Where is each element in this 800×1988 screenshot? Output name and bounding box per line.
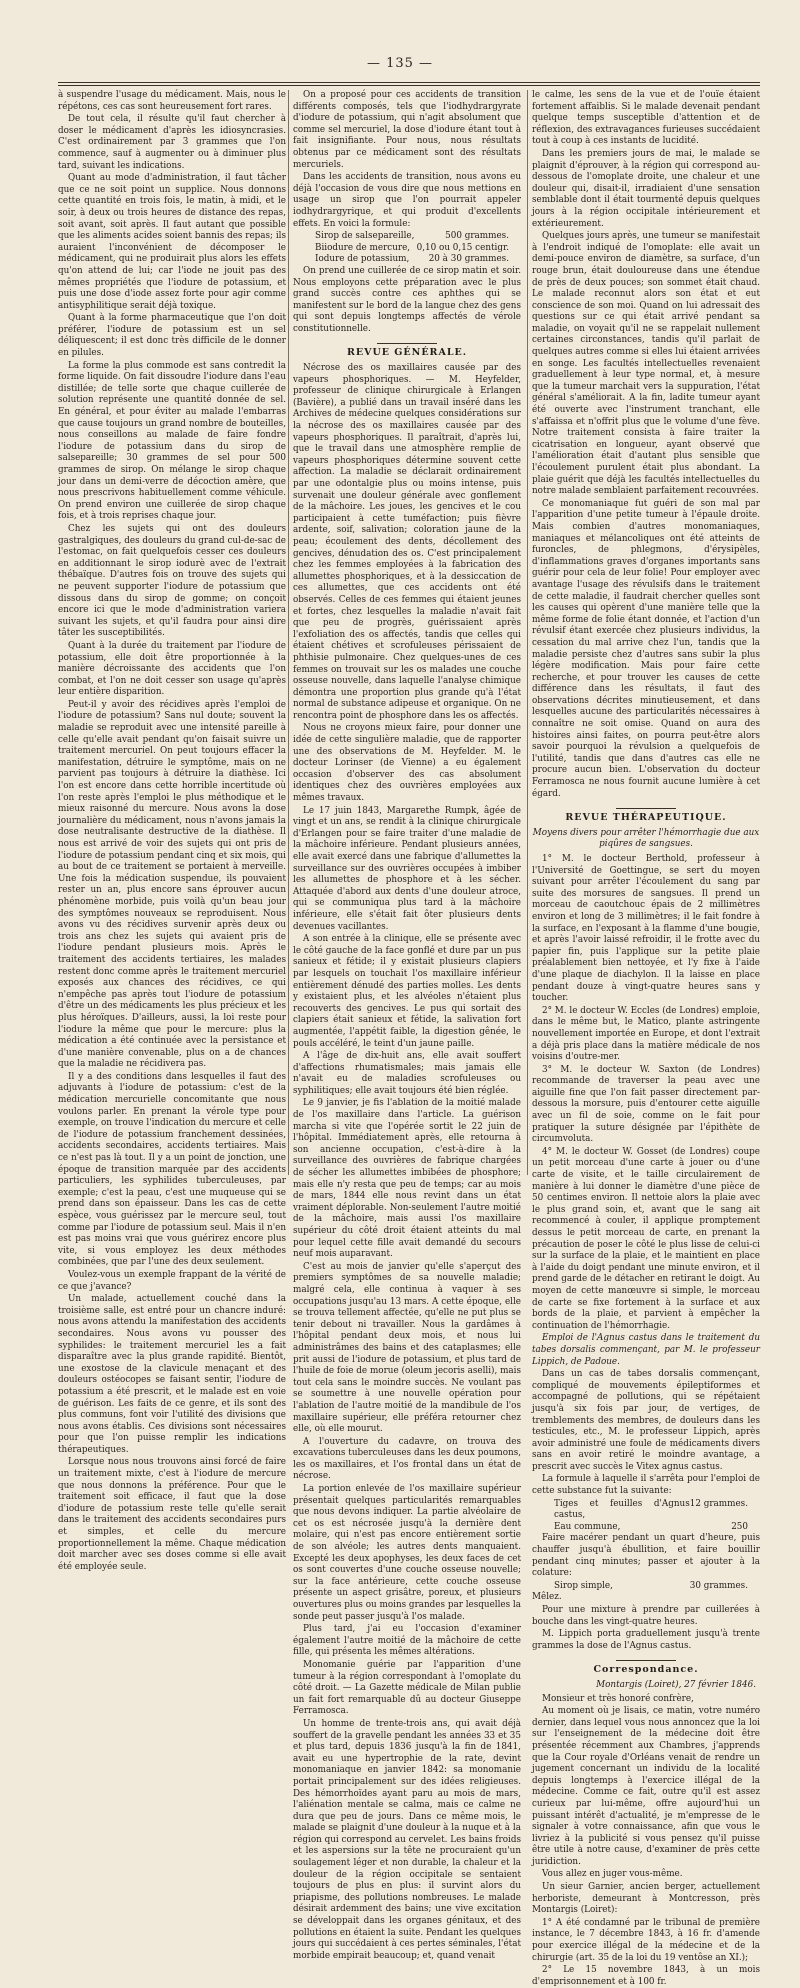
section-title-correspondance [532,1660,760,1676]
paragraph: 2° M. le docteur W. Eccles (de Londres) emploie, dans le même but, le Matico, plante astringente nouvellement importée en Europe, et dont l'extrait a déjà pris place dans la matière médicale de nos voisins d'outre-mer. [532,1005,760,1063]
paragraph: Quant au mode d'administration, il faut tâcher que ce ne soit point un supplice. Nous donnons cette quantité en trois fois, le matin, à midi, et le soir, à deux ou trois heures de distance des repas, soit avant, soit après. Il faut autant que possible que les aliments acides soient bannis des repas; ils auraient l'inconvénient de décomposer le médicament, qui ne produirait plus alors les effets qu'on attend de lui; car l'iode ne jouit pas des mêmes propriétés que l'iodure de potassium, et puis une dose d'iode assez forte pour agir comme antisyphilitique serait déjà toxique. [58,173,286,311]
recipe-ingredient: Biiodure de mercure, [315,242,411,253]
recipe-line [315,231,509,243]
recipe-amount: 500 grammes. [445,231,509,242]
paragraph: 3° M. le docteur W. Saxton (de Londres) recommande de traverser la peau avec une aiguille fine que l'on fait passer directement par-dessous la morsure, puis d'entourer cette aiguille avec un fil de soie, comme on le fait pour pratiquer la suture désignée par l'épithète de circumvoluta. [532,1064,760,1145]
recipe-line [554,1581,748,1593]
paragraph: Un sieur Garnier, ancien berger, actuellement herboriste, demeurant à Montcresson, près Montargis (Loiret): [532,1882,760,1916]
recipe-amount: 30 grammes. [689,1580,748,1591]
paragraph: Dans un cas de tabes dorsalis commençant, compliqué de mouvements épileptiformes et accompagné de pollutions, qui se répétaient jusqu'à six fois par jour, de vertiges, de tremblements des membres, de douleurs dans les testicules, etc., M. le professeur Lippich, après avoir administré une foule de médicaments divers sans en avoir retiré le moindre avantage, a prescrit avec succès le Vitex agnus castus. [532,1369,760,1472]
paragraph: 1° A été condamné par le tribunal de première instance, le 7 décembre 1843, à 16 fr. d'amende pour exercice illégal de la médecine et de la chirurgie (art. 35 de la loi du 19 ventôse an XI.); [532,1917,760,1963]
paragraph: A l'âge de dix-huit ans, elle avait souffert d'affections rhumatismales; mais jamais elle n'avait eu de maladies scrofuleuses ou syphilitiques; elle avait toujours été bien réglée. [293,1051,521,1096]
paragraph: le calme, les sens de la vue et de l'ouïe étaient fortement affaiblis. Si le malade devenait pendant quelque temps susceptible d'attention et de réflexion, des extravagances furieuses succédaient tout à coup à ces instants de lucidité. [532,90,760,147]
paragraph: Au moment où je lisais, ce matin, votre numéro dernier, dans lequel vous nous annoncez que la loi sur l'enseignement de la médecine doit être présentée récemment aux Chambres, j'apprends que la Cour royale d'Orléans venait de rendre un jugement concernant un individu de la localité depuis longtemps à l'exercice illégal de la médecine. Comme ce fait, outre qu'il est assez curieux par lui-même, offre aujourd'hui un puissant intérêt d'actualité, je m'empresse de le signaler à votre connaissance, afin que vous le livriez à la publicité si vous pensez qu'il puisse être utile à notre cause, d'examiner de près cette juridiction. [532,1706,760,1867]
paragraph: A son entrée à la clinique, elle se présente avec le côté gauche de la face gonflé et dure par un pus sanieux et fétide; il y existait plusieurs clapiers par lesquels on touchait l'os maxillaire inférieur entièrement dénudé des parties molles. Les dents y existaient plus, et les alvéoles n'étaient plus recouverts des gencives. Le pus qui sortait des clapiers était sanieux et fétide, la salivation fort augmentée, l'appétit faible, la digestion gênée, le pouls accéléré, le teint d'un jaune paille. [293,934,521,1049]
paragraph: Un homme de trente-trois ans, qui avait déjà souffert de la gravelle pendant les années 33 et 35 et plus tard, depuis 1836 jusqu'à la fin de 1841, avait eu une hypertrophie de la rate, devint monomaniaque en janvier 1842: sa monomanie portait principalement sur des idées religieuses. Des hémorrhoïdes ayant paru au mois de mars, l'aliénation mentale se calma, mais ce calme ne dura que peu de jours. Dans ce même mois, le malade se plaignit d'une douleur à la nuque et à la région qui correspond au cervelet. Les bains froids et les aspersions sur la tête ne procuraient qu'un soulagement léger et non durable, la chaleur et la douleur de la région occipitale se sentaient toujours de plus en plus: il survint alors du priapisme, des pollutions nombreuses. Le malade désirait ardemment des bains; une vive excitation se développait dans les organes génitaux, et des pollutions en étaient la suite. Pendant les quelques jours qui succédaient à ces pertes séminales, l'état morbide empirait beaucoup; et, quand venait [293,1718,522,1961]
paragraph: Nous ne croyons mieux faire, pour donner une idée de cette singulière maladie, que de rapporter une des observations de M. Heyfelder. M. le docteur Lorinser (de Vienne) a eu également occasion d'observer des cas absolument identiques chez des ouvrières employées aux mêmes travaux. [293,723,521,804]
paragraph: Le 17 juin 1843, Margarethe Rumpk, âgée de vingt et un ans, se rendit à la clinique chirurgicale d'Erlangen pour se faire traiter d'une maladie de la mâchoire inférieure. Pendant plusieurs années, elle avait exercé dans une fabrique d'allumettes la surveillance sur des ouvrières occupées à imbiber les allumettes de phosphore et à les sécher. Attaquée d'abord aux dents d'une douleur atroce, qui se communiqua plus tard à la mâchoire inférieure, elle s'était fait ôter plusieurs dents devenues vacillantes. [293,805,521,932]
header-rule [58,82,760,83]
paragraph: La forme la plus commode est sans contredit la forme liquide. On fait dissoudre l'iodure dans l'eau distillée; de telle sorte que chaque cuillerée de solution représente une quantité donnée de sel. En général, et pour éviter au malade l'embarras que cause toujours un grand nombre de bouteilles, nous conseillons au malade de faire fondre l'iodure de potassium dans du sirop de salsepareille; 30 grammes de sel pour 500 grammes de sirop. On mélange le sirop chaque jour dans un demi-verre de décoction amère, que nous prescrivons habituellement comme véhicule. On prend environ une cuillerée de sirop chaque fois, et à trois reprises chaque jour. [58,360,286,522]
header-rule-second [58,85,760,86]
column-divider [527,90,528,1175]
paragraph: Nécrose des os maxillaires causée par des vapeurs phosphoriques. — M. Heyfelder, professeur de clinique chirurgicale à Erlangen (Bavière), a publié dans un travail inséré dans les Archives de médecine quelques considérations sur la nécrose des os maxillaires causée par des vapeurs phosphoriques. Il paraîtrait, d'après lui, que le travail dans une atmosphère remplie de vapeurs phosphoriques détermine souvent cette affection. La maladie se déclarait ordinairement par une odontalgie plus ou moins intense, puis survenait une douleur générale avec gonflement de la mâchoire. Les joues, les gencives et le cou participaient à cette tuméfaction; puis fièvre ardente, soif, salivation; coloration jaune de la peau; écoulement des dents, décollement des gencives, dénudation des os. C'est principalement chez les femmes employées à la fabrication des allumettes phosphoriques, et à la dessiccation de ces allumettes, que ces accidents ont été observés. Celles de ces femmes qui étaient jeunes et fortes, chez lesquelles la maladie n'avait fait que peu de progrès, guérissaient après l'exfoliation des os affectés, tandis que celles qui étaient chétives et scrofuleuses périssaient de phthisie pulmonaire. Chez quelques-unes de ces femmes on trouvait sur les os malades une couche osseuse nouvelle, dans laquelle l'analyse chimique démontra une proportion plus grande qu'à l'état normal de substance adipeuse et organique. On ne rencontra point de phosphore dans les os affectés. [293,363,521,721]
paragraph: Pour une mixture à prendre par cuillerées à bouche dans les vingt-quatre heures. [532,1605,760,1627]
recipe-amount: 0,10 ou 0,15 centigr. [416,242,509,253]
recipe-amount: 20 à 30 grammes. [428,254,509,265]
paragraph: Ce monomaniaque fut guéri de son mal par l'apparition d'une petite tumeur à l'épaule droite. Mais combien d'autres monomaniaques, maniaques et mélancoliques ont été atteints de furoncles, de phlegmons, d'érysipèles, d'inflammations graves d'organes importants sans guérir pour cela de leur folie! Pour employer avec avantage l'usage des révulsifs dans le traitement de cette maladie, il faudrait chercher quelles sont les causes qui opèrent d'une manière telle que la même forme de folie étant donnée, et l'action d'un révulsif étant exercée chez plusieurs individus, la cessation du mal arrive chez l'un, tandis que la maladie persiste chez d'autres sans subir la plus légère modification. Mais pour faire cette recherche, et pour trouver les causes de cette différence dans les résultats, il faut des observations décrites minutieusement, et dans lesquelles aucune des particularités nécessaires à connaître ne soit omise. Quand on aura des histoires ainsi faites, on pourra peut-être alors savoir pourquoi la révulsion a quelquefois de l'utilité, tandis que dans d'autres cas elle ne procure aucun bien. L'observation du docteur Ferramosca ne nous fournit aucune lumière à cet égard. [532,498,760,799]
letter-dateline: Montargis (Loiret), 27 février 1846. [596,1679,756,1690]
paragraph: Voulez-vous un exemple frappant de la vérité de ce que j'avance? [58,1269,286,1292]
paragraph: Plus tard, j'ai eu l'occasion d'examiner également l'autre moitié de la mâchoire de cette fille, qui présenta les mêmes altérations. [293,1624,521,1658]
paragraph: La portion enlevée de l'os maxillaire supérieur présentait quelques particularités remarquables que nous devons indiquer. La partie alvéolaire de cet os est nécrosée jusqu'à la dernière dent molaire, qui n'est pas encore entièrement sortie de son alvéole; les autres dents manquaient. Excepté les deux apophyses, les deux faces de cet os sont couvertes d'une couche osseuse nouvelle; sur la face antérieure, cette couche osseuse présente un aspect grisâtre, poreux, et plusieurs ouvertures plus ou moins grandes par lesquelles la sonde peut passer jusqu'à l'os malade. [293,1484,521,1622]
paragraph: On a proposé pour ces accidents de transition différents composés, tels que l'iodhydrargyrate d'iodure de potassium, qui n'agit absolument que comme sel mercuriel, la dose d'iodure étant tout à fait insignifiante. Pour nous, nous résultats obtenus par ce médicament sont des résultats mercuriels. [293,90,521,170]
paragraph: Quant à la durée du traitement par l'iodure de potassium, elle doit être proportionnée à la manière décroissante des accidents que l'on combat, et l'on ne doit cesser son usage qu'après leur entière disparition. [58,640,286,698]
recipe-line [315,243,509,255]
recipe-line [315,254,509,266]
recipe-ingredient: Eau commune, [554,1521,621,1532]
paragraph: 2° Le 15 novembre 1843, à un mois d'emprisonnement et à 100 fr. [532,1965,760,1987]
paragraph: Le 9 janvier, je fis l'ablation de la moitié malade de l'os maxillaire dans l'article. La guérison marcha si vite que l'opérée sortit le 22 juin de l'hôpital. Immédiatement après, elle retourna à son ancienne occupation, c'est-à-dire à la surveillance des ouvrières de fabrique chargées de sécher les allumettes imbibées de phosphore; mais elle n'y resta que peu de temps; car au mois de mars, 1844 elle nous revint dans un état vraiment déplorable. Non-seulement l'autre moitié de la mâchoire, mais aussi l'os maxillaire supérieur du côté droit étaient atteints du mal pour lequel cette fille avait demandé du secours neuf mois auparavant. [293,1098,521,1260]
recipe-amount: 250 [731,1521,748,1532]
paragraph: à suspendre l'usage du médicament. Mais, nous le répétons, ces cas sont heureusement fort rares. [58,90,286,112]
section-title-text: Correspondance. [593,1664,699,1676]
paragraph: Quant à la forme pharmaceutique que l'on doit préférer, l'iodure de potassium est un sel déliquescent; il est donc très difficile de le donner en pilules. [58,313,286,359]
subheading: Moyens divers pour arrêter l'hémorrhagie due aux piqûres de sangsues. [532,827,760,850]
recipe-line [554,1522,748,1534]
recipe-line [554,1499,748,1522]
column-divider [288,90,289,1175]
paragraph: 4° M. le docteur W. Gosset (de Londres) coupe un petit morceau d'une carte à jouer ou d'une carte de visite, et le taille circulairement de manière à lui donner le diamètre d'une pièce de 50 centimes environ. Il nettoie alors la plaie avec le plus grand soin, et, avant que le sang ait recommencé à couler, il applique promptement dessus le petit morceau de carte, en prenant la précaution de poser le côté le plus lisse de celui-ci sur la surface de la plaie, et le maintient en place à l'aide du doigt pendant une minute environ, et il prend garde de le détacher en retirant le doigt. Au moyen de cette manœuvre si simple, le morceau de carte se fixe fortement à la surface et aux bords de la plaie, et parvient à empêcher la continuation de l'hémorrhagie. [532,1146,760,1331]
paragraph: Emploi de l'Agnus castus dans le traitement du tabes dorsalis commençant, par M. le professeur Lippich, de Padoue. [532,1333,760,1367]
recipe-ingredient: Tiges et feuilles d'Agnus castus, [554,1498,690,1521]
recipe-ingredient: Iodure de potassium, [315,254,410,265]
recipe-ingredient: Sirop simple, [554,1580,613,1591]
paragraph: Faire macérer pendant un quart d'heure, puis chauffer jusqu'à ébullition, et faire bouillir pendant cinq minutes; passer et ajouter à la colature: [532,1533,760,1579]
section-title-text: REVUE GÉNÉRALE. [346,347,468,359]
section-rule [616,808,676,809]
paragraph: Chez les sujets qui ont des douleurs gastralgiques, des douleurs du grand cul-de-sac de l'estomac, on fait quelquefois cesser ces douleurs en additionnant le sirop iodurè avec de l'extrait thébaïque. D'autres fois on trouve des sujets qui ne peuvent supporter l'iodure de potassium que dissous dans du sirop de gomme; on conçoit encore ici que le mode d'administration varierа suivant les sujets, et qu'il faudra pour ainsi dire tâter les susceptibilités. [58,523,286,639]
section-title-revue-generale [293,343,521,359]
paragraph: Lorsque nous nous trouvons ainsi forcé de faire un traitement mixte, c'est à l'iodure de mercure que nous donnons la préférence. Pour que le traitement soit efficace, il faut que la dose d'iodure de potassium reste telle qu'elle serait dans le traitement des accidents secondaires purs et simples, et celle du mercure proportionnellement la même. Chaque médication doit marcher avec ses doses comme si elle avait été employée seule. [58,1457,286,1572]
paragraph: Mêlez. [532,1592,562,1603]
paragraph: La formule à laquelle il s'arrêta pour l'emploi de cette substance fut la suivante: [532,1474,760,1497]
column-left [58,90,286,1572]
paragraph: Monsieur et très honoré confrère, [542,1693,694,1704]
paragraph: 1° M. le docteur Berthold, professeur à l'Université de Goettingue, se sert du moyen suivant pour arrêter l'écoulement du sang par suite des morsures de sangsues. Il prend un morceau de caoutchouc épais de 2 millimètres environ et long de 3 millimètres; il le fait fondre à la surface, en l'exposant à la flamme d'une bougie, et après l'avoir laissé refroidir, il le frotte avec du papier fin, puis l'applique sur la petite plaie préalablement bien nettoyée, et l'y fixe à l'aide d'une plaque de diachylon. Il la laisse en place pendant douze à vingt-quatre heures sans y toucher. [532,854,760,1004]
paragraph: Il y a des conditions dans lesquelles il faut des adjuvants à l'iodure de potassium: c'est de la médication mercurielle concomitante que nous voulons parler. En prenant la vérole type pour exemple, on trouve l'indication du mercure et celle de l'iodure de potassium franchement dessinées, accidents secondaires, accidents tertiaires. Mais ce n'est pas là tout. Il y a un point de jonction, une époque de transition marquée par des accidents particuliers, les syphilides tuberculeuses, par exemple; c'est la peau, c'est une muqueuse qui se prend dans son épaisseur. Dans les cas de cette espèce, vous guérissez par le mercure seul, tout comme par l'iodure de potassium seul. Mais il n'en est pas moins vrai que vous guérirez encore plus vite, si vous employez les deux méthodes combinées, que par l'une des deux seulement. [58,1071,286,1268]
paragraph: M. Lippich porta graduellement jusqu'à trente grammes la dose de l'Agnus castus. [532,1629,760,1651]
section-title-text: REVUE THÉRAPEUTIQUE. [565,812,727,824]
recipe-ingredient: Sirop de salsepareille, [315,231,415,242]
paragraph: Monomanie guérie par l'apparition d'une tumeur à la région correspondant à l'omoplate du côté droit. — La Gazette médicale de Milan publie un fait fort remarquable dû au docteur Giuseppe Ferramosca. [293,1659,521,1717]
paragraph: Dans les premiers jours de mai, le malade se plaignit d'éprouver, à la région qui correspond au-dessous de l'omoplate droite, une chaleur et une douleur qui, disait-il, irradiaient d'une sensation semblable dont il était tourmenté depuis quelques jours à la région occipitale intérieurement et extérieurement. [532,148,760,229]
paragraph: Dans les accidents de transition, nous avons eu déjà l'occasion de vous dire que nous mettions en usage un sirop que l'on pourrait appeler iodhydrargyrique, et qui produit d'excellents effets. En voici la formule: [293,172,521,229]
paragraph: De tout cela, il résulte qu'il faut chercher à doser le médicament d'après les idiosyncrasies. C'est ordinairement par 3 grammes que l'on commence, sauf à augmenter ou à diminuer plus tard, suivant les indications. [58,114,286,171]
paragraph: A l'ouverture du cadavre, on trouva des excavations tuberculeuses dans les deux poumons, les os maxillaires, et l'os frontal dans un état de nécrose. [293,1436,521,1482]
section-rule [616,1660,676,1661]
paragraph: Un malade, actuellement couché dans la troisième salle, est entré pour un chancre induré: nous avons attendu la manifestation des accidents secondaires. Nous avons vu pousser des syphilides: le traitement mercuriel les a fait disparaître avec la plus grande rapidité. Bientôt, une exostose de la clavicule menaçant et des douleurs ostéocopes se faisant sentir, l'iodure de potassium a été prescrit, et le malade est en voie de guérison. Les faits de ce genre, et ils sont des plus communs, font voir l'utilité des divisions que nous avons établis. Ces divisions sont nécessaires pour que l'on puisse remplir les indications thérapeutiques. [58,1294,286,1455]
column-right [532,90,760,1987]
paragraph: C'est au mois de janvier qu'elle s'aperçut des premiers symptômes de sa nouvelle maladie; malgré cela, elle continua à vaquer à ses occupations jusqu'au 13 mars. A cette époque, elle se trouva tellement affectée, qu'elle ne put plus se tenir debout ni travailler. Nous la gardâmes à l'hôpital pendant deux mois, et nous lui administrâmes des bains et des cataplasmes; elle prit aussi de l'iodure de potassium, et plus tard de l'huile de foie de morue (oleum jecoris aselli), mais tout cela sans le moindre succès. Ne voulant pas se soumettre à une nouvelle opération pour l'ablation de l'autre moitié de la mandibule de l'os maxillaire supérieur, elle préféra retourner chez elle, où elle mourut. [293,1261,521,1435]
page-number: — 135 — [366,56,434,71]
paragraph: On prend une cuillerée de ce sirop matin et soir. Nous employons cette préparation avec le plus grand succès contre ces aphthes qui se manifestent sur le bord de la langue chez des gens qui sont depuis longtemps affectés de vérole constitutionnelle. [293,265,521,334]
section-title-revue-therapeutique [532,808,760,824]
section-rule [377,343,437,344]
column-middle [293,90,522,1961]
paragraph: Quelques jours après, une tumeur se manifestait à l'endroit indiqué de l'omoplate: elle avait un demi-pouce environ de diamètre, sa surface, d'un rouge brun, était douloureuse dans une étendue de près de deux pouces; son sommet était chaud. Le malade reconnut alors son état et eut conscience de son moi. Quand on lui adressait des questions sur ce qui était arrivé pendant sa maladie, on voyait qu'il ne se rappelait nullement certaines circonstances, tandis qu'il parlait de quelques autres comme si elles lui étaient arrivées en songe. Les facultés intellectuelles revenaient graduellement à leur type normal, et, à mesure que la tumeur marchait vers la suppuration, l'état général s'améliorait. A la fin, ladite tumeur ayant été ouverte avec l'instrument tranchant, elle s'affaissa et n'offrit plus que le volume d'une fève. Notre traitement consista à faire traiter la cicatrisation en longueur, ayant observé que l'amélioration était d'autant plus sensible que l'écoulement purulent était plus abondant. La plaie guérit que déjà les facultés intellectuelles du notre malade semblaient parfaitement recouvrées. [532,231,760,497]
recipe-amount: 12 grammes. [689,1498,748,1509]
paragraph: Peut-il y avoir des récidives après l'emploi de l'iodure de potassium? Sans nul doute; souvent la maladie se reproduit avec une intensité pareille à celle qu'elle avait pendant qu'on faisait suivre un traitement mercuriel. On peut toujours effacer la manifestation, détruire le symptôme, mais on ne parvient pas toujours à détruire la diathèse. Ici l'on est encore dans cette horrible incertitude où l'on reste après l'emploi le plus méthodique et le mieux raisonné du mercure. Nous avons la dose journalière du médicament, nous n'avons jamais la dose neutralisante destructive de la diathèse. Il nous est arrivé de voir des sujets qui ont pris de l'iodure de potassium pendant cinq et six mois, qui au bout de ce traitement se portaient à merveille. Une fois la médication suspendue, ils pouvaient rester un an, plus encore sans éprouver aucun phénomène morbide, puis voilà qu'un beau jour des symptômes nouveaux se reproduisent. Nous avons vu des récidives survenir après deux ou trois ans chez les sujets qui avaient pris de l'iodure pendant plusieurs mois. Après le traitement des accidents tertiaires, les malades restent donc comme après le traitement mercuriel exposés aux chances des récidives, ce qui n'empêche pas après tout l'iodure de potassium d'être un des médicaments les plus précieux et les plus héroïques. D'ailleurs, aussi, la loi reste pour l'iodure la même que pour le mercure: plus la médication a été continuée avec la persistance et d'une manière convenable, plus on a de chances que la maladie ne récidivera pas. [58,699,286,1070]
paragraph: Vous allez en juger vous-même. [542,1869,683,1880]
